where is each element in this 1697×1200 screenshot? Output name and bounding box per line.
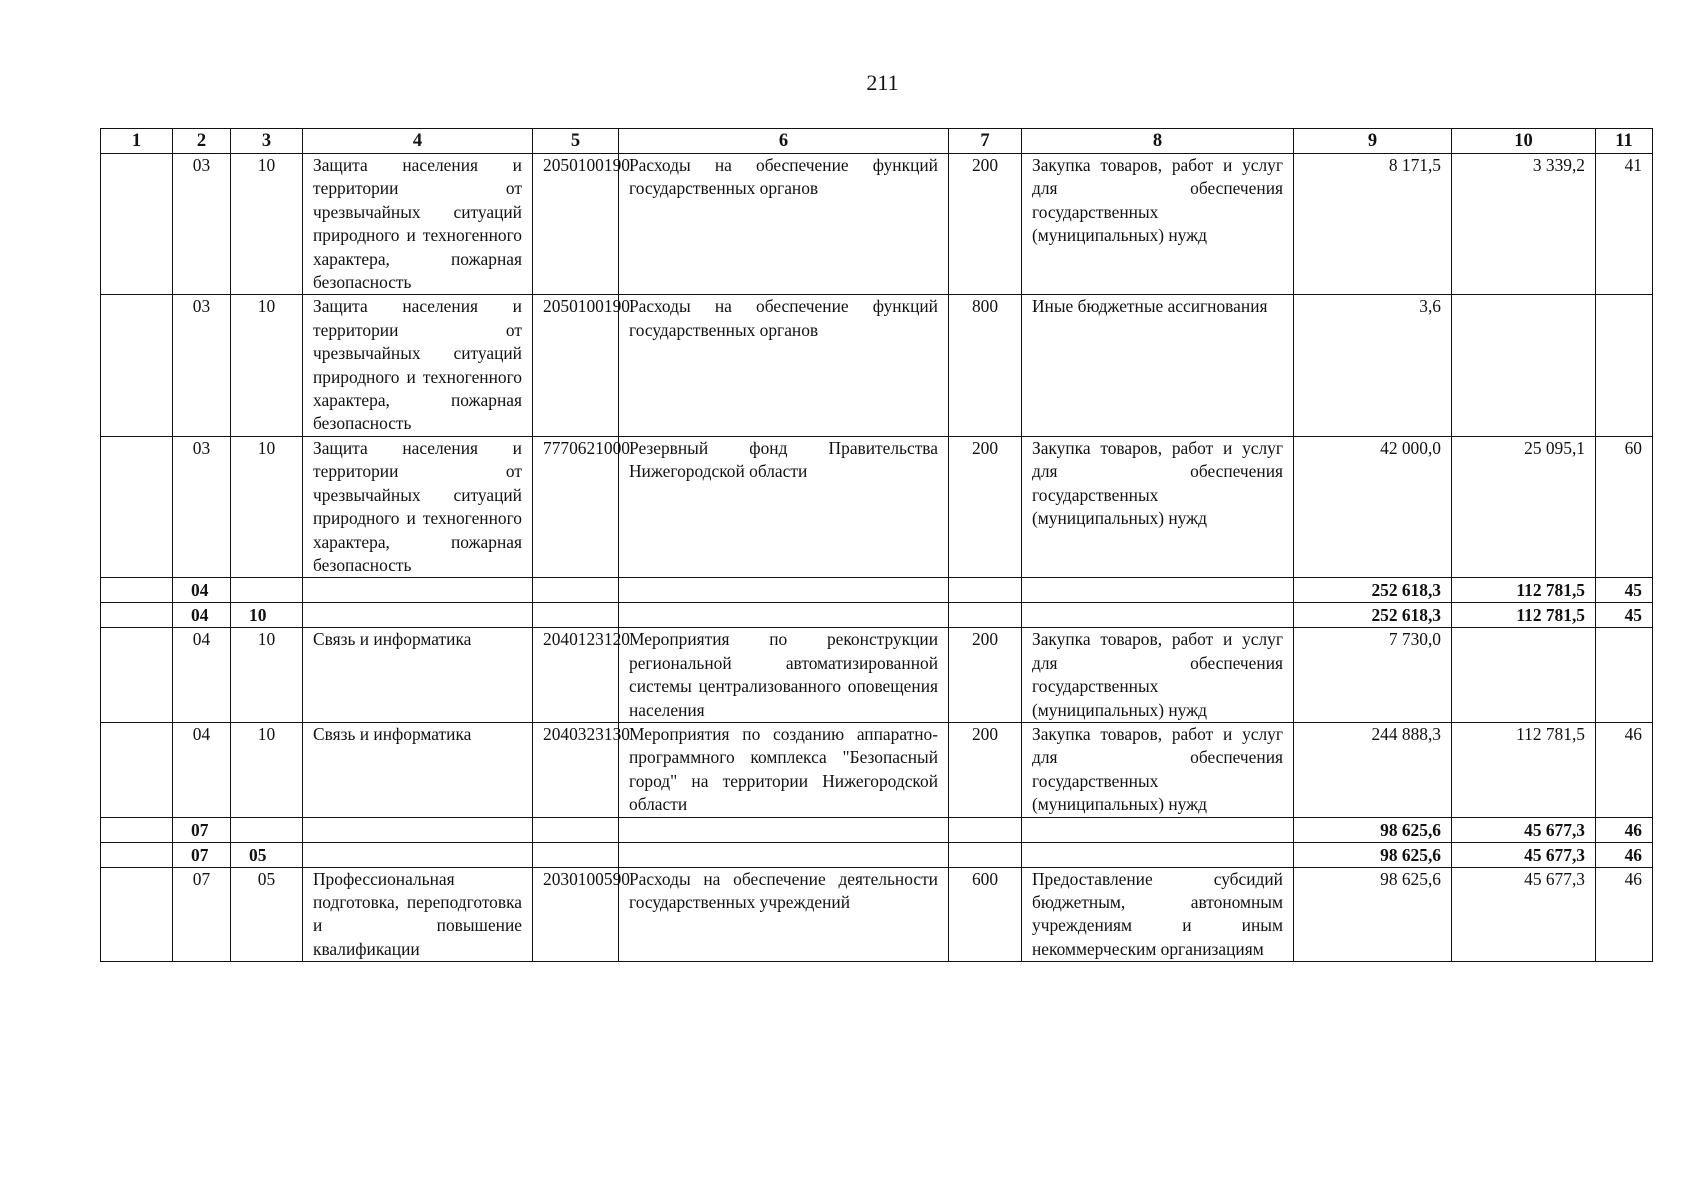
column-header: 2	[173, 129, 231, 154]
cell-percent	[1596, 628, 1653, 723]
cell-col-1	[101, 578, 173, 603]
column-header: 1	[101, 129, 173, 154]
cell-target-code	[533, 842, 619, 867]
table-row	[101, 867, 1653, 962]
cell-description: Профессиональная подготовка, переподготовка и повышение квалификации	[303, 867, 533, 962]
cell-col-1	[101, 436, 173, 577]
cell-col-1	[101, 817, 173, 842]
cell-amount-plan: 3,6	[1294, 295, 1452, 436]
cell-expense-name	[619, 817, 949, 842]
cell-amount-plan: 244 888,3	[1294, 722, 1452, 817]
cell-percent: 46	[1596, 722, 1653, 817]
cell-col-1	[101, 603, 173, 628]
column-header: 4	[303, 129, 533, 154]
total-row	[101, 817, 1653, 842]
cell-description: Защита населения и территории от чрезвычайных ситуаций природного и техногенного характера, пожарная безопасность	[303, 436, 533, 577]
column-header: 6	[619, 129, 949, 154]
cell-subsection: 10	[231, 154, 303, 295]
cell-expense-type-code: 200	[949, 628, 1022, 723]
cell-description	[303, 603, 533, 628]
cell-expense-type-code	[949, 578, 1022, 603]
table-row	[101, 154, 1653, 295]
cell-expense-type-code: 800	[949, 295, 1022, 436]
cell-amount-plan: 7 730,0	[1294, 628, 1452, 723]
cell-amount-plan: 98 625,6	[1294, 867, 1452, 962]
column-header: 10	[1452, 129, 1596, 154]
cell-amount-actual: 112 781,5	[1452, 603, 1596, 628]
cell-amount-actual: 112 781,5	[1452, 578, 1596, 603]
cell-amount-actual	[1452, 628, 1596, 723]
cell-percent: 41	[1596, 154, 1653, 295]
cell-amount-plan: 42 000,0	[1294, 436, 1452, 577]
cell-expense-type-name: Закупка товаров, работ и услуг для обеспечения государственных (муниципальных) нужд	[1022, 628, 1294, 723]
cell-target-code	[533, 817, 619, 842]
cell-col-1	[101, 867, 173, 962]
cell-expense-name: Мероприятия по реконструкции региональной автоматизированной системы централизованного оповещения населения	[619, 628, 949, 723]
cell-expense-type-name: Закупка товаров, работ и услуг для обеспечения государственных (муниципальных) нужд	[1022, 722, 1294, 817]
cell-percent	[1596, 295, 1653, 436]
cell-description: Защита населения и территории от чрезвычайных ситуаций природного и техногенного характера, пожарная безопасность	[303, 154, 533, 295]
cell-expense-type-code	[949, 817, 1022, 842]
cell-amount-plan: 252 618,3	[1294, 603, 1452, 628]
header-row	[101, 129, 1653, 154]
column-header: 8	[1022, 129, 1294, 154]
cell-amount-actual: 45 677,3	[1452, 817, 1596, 842]
cell-description: Связь и информатика	[303, 628, 533, 723]
column-header: 11	[1596, 129, 1653, 154]
cell-subsection	[231, 817, 303, 842]
table-row	[101, 436, 1653, 577]
column-header: 3	[231, 129, 303, 154]
cell-description	[303, 817, 533, 842]
cell-target-code	[533, 578, 619, 603]
cell-col-1	[101, 722, 173, 817]
total-row	[101, 842, 1653, 867]
cell-expense-type-name	[1022, 817, 1294, 842]
total-row	[101, 578, 1653, 603]
cell-expense-type-code: 200	[949, 722, 1022, 817]
cell-section: 07	[173, 842, 231, 867]
cell-expense-type-code	[949, 842, 1022, 867]
cell-target-code: 2050100190	[533, 154, 619, 295]
cell-percent: 45	[1596, 603, 1653, 628]
cell-percent: 46	[1596, 867, 1653, 962]
cell-target-code	[533, 603, 619, 628]
column-header: 7	[949, 129, 1022, 154]
cell-section: 07	[173, 867, 231, 962]
cell-subsection	[231, 578, 303, 603]
cell-expense-name: Расходы на обеспечение функций государственных органов	[619, 154, 949, 295]
cell-col-1	[101, 154, 173, 295]
cell-amount-actual: 45 677,3	[1452, 842, 1596, 867]
cell-target-code: 2040123120	[533, 628, 619, 723]
cell-col-1	[101, 842, 173, 867]
cell-target-code: 7770621000	[533, 436, 619, 577]
page-number: 211	[866, 70, 899, 95]
table-row	[101, 722, 1653, 817]
column-header: 9	[1294, 129, 1452, 154]
cell-amount-plan: 8 171,5	[1294, 154, 1452, 295]
cell-description: Связь и информатика	[303, 722, 533, 817]
cell-expense-type-name	[1022, 603, 1294, 628]
cell-expense-name	[619, 603, 949, 628]
cell-subsection: 10	[231, 295, 303, 436]
cell-expense-type-name	[1022, 578, 1294, 603]
cell-expense-type-name: Закупка товаров, работ и услуг для обеспечения государственных (муниципальных) нужд	[1022, 154, 1294, 295]
cell-expense-name: Мероприятия по созданию аппаратно-программного комплекса "Безопасный город" на территории Нижегородской области	[619, 722, 949, 817]
column-header: 5	[533, 129, 619, 154]
cell-amount-actual: 3 339,2	[1452, 154, 1596, 295]
cell-expense-type-name: Предоставление субсидий бюджетным, автономным учреждениям и иным некоммерческим организациям	[1022, 867, 1294, 962]
cell-target-code: 2030100590	[533, 867, 619, 962]
cell-amount-actual	[1452, 295, 1596, 436]
cell-description: Защита населения и территории от чрезвычайных ситуаций природного и техногенного характера, пожарная безопасность	[303, 295, 533, 436]
cell-section: 04	[173, 603, 231, 628]
cell-amount-plan: 98 625,6	[1294, 817, 1452, 842]
cell-target-code: 2050100190	[533, 295, 619, 436]
cell-col-1	[101, 628, 173, 723]
cell-expense-name	[619, 842, 949, 867]
cell-section: 03	[173, 436, 231, 577]
cell-section: 03	[173, 295, 231, 436]
cell-percent: 45	[1596, 578, 1653, 603]
total-row	[101, 603, 1653, 628]
cell-target-code: 2040323130	[533, 722, 619, 817]
cell-subsection: 10	[231, 436, 303, 577]
cell-expense-type-name: Закупка товаров, работ и услуг для обеспечения государственных (муниципальных) нужд	[1022, 436, 1294, 577]
cell-percent: 46	[1596, 817, 1653, 842]
table-row	[101, 628, 1653, 723]
cell-amount-actual: 112 781,5	[1452, 722, 1596, 817]
table-row	[101, 295, 1653, 436]
cell-description	[303, 842, 533, 867]
cell-subsection: 10	[231, 722, 303, 817]
cell-description	[303, 578, 533, 603]
cell-subsection: 10	[231, 603, 303, 628]
cell-section: 07	[173, 817, 231, 842]
cell-section: 03	[173, 154, 231, 295]
cell-expense-type-name	[1022, 842, 1294, 867]
cell-amount-actual: 25 095,1	[1452, 436, 1596, 577]
cell-subsection: 05	[231, 867, 303, 962]
cell-expense-name: Расходы на обеспечение деятельности государственных учреждений	[619, 867, 949, 962]
cell-section: 04	[173, 578, 231, 603]
cell-subsection: 10	[231, 628, 303, 723]
cell-col-1	[101, 295, 173, 436]
cell-expense-type-name: Иные бюджетные ассигнования	[1022, 295, 1294, 436]
cell-percent: 46	[1596, 842, 1653, 867]
cell-expense-name: Резервный фонд Правительства Нижегородской области	[619, 436, 949, 577]
cell-expense-name	[619, 578, 949, 603]
cell-amount-plan: 252 618,3	[1294, 578, 1452, 603]
cell-expense-type-code: 600	[949, 867, 1022, 962]
cell-amount-plan: 98 625,6	[1294, 842, 1452, 867]
cell-expense-type-code	[949, 603, 1022, 628]
cell-subsection: 05	[231, 842, 303, 867]
budget-table	[100, 128, 1653, 962]
cell-section: 04	[173, 722, 231, 817]
cell-amount-actual: 45 677,3	[1452, 867, 1596, 962]
cell-expense-name: Расходы на обеспечение функций государственных органов	[619, 295, 949, 436]
cell-percent: 60	[1596, 436, 1653, 577]
cell-section: 04	[173, 628, 231, 723]
cell-expense-type-code: 200	[949, 436, 1022, 577]
cell-expense-type-code: 200	[949, 154, 1022, 295]
